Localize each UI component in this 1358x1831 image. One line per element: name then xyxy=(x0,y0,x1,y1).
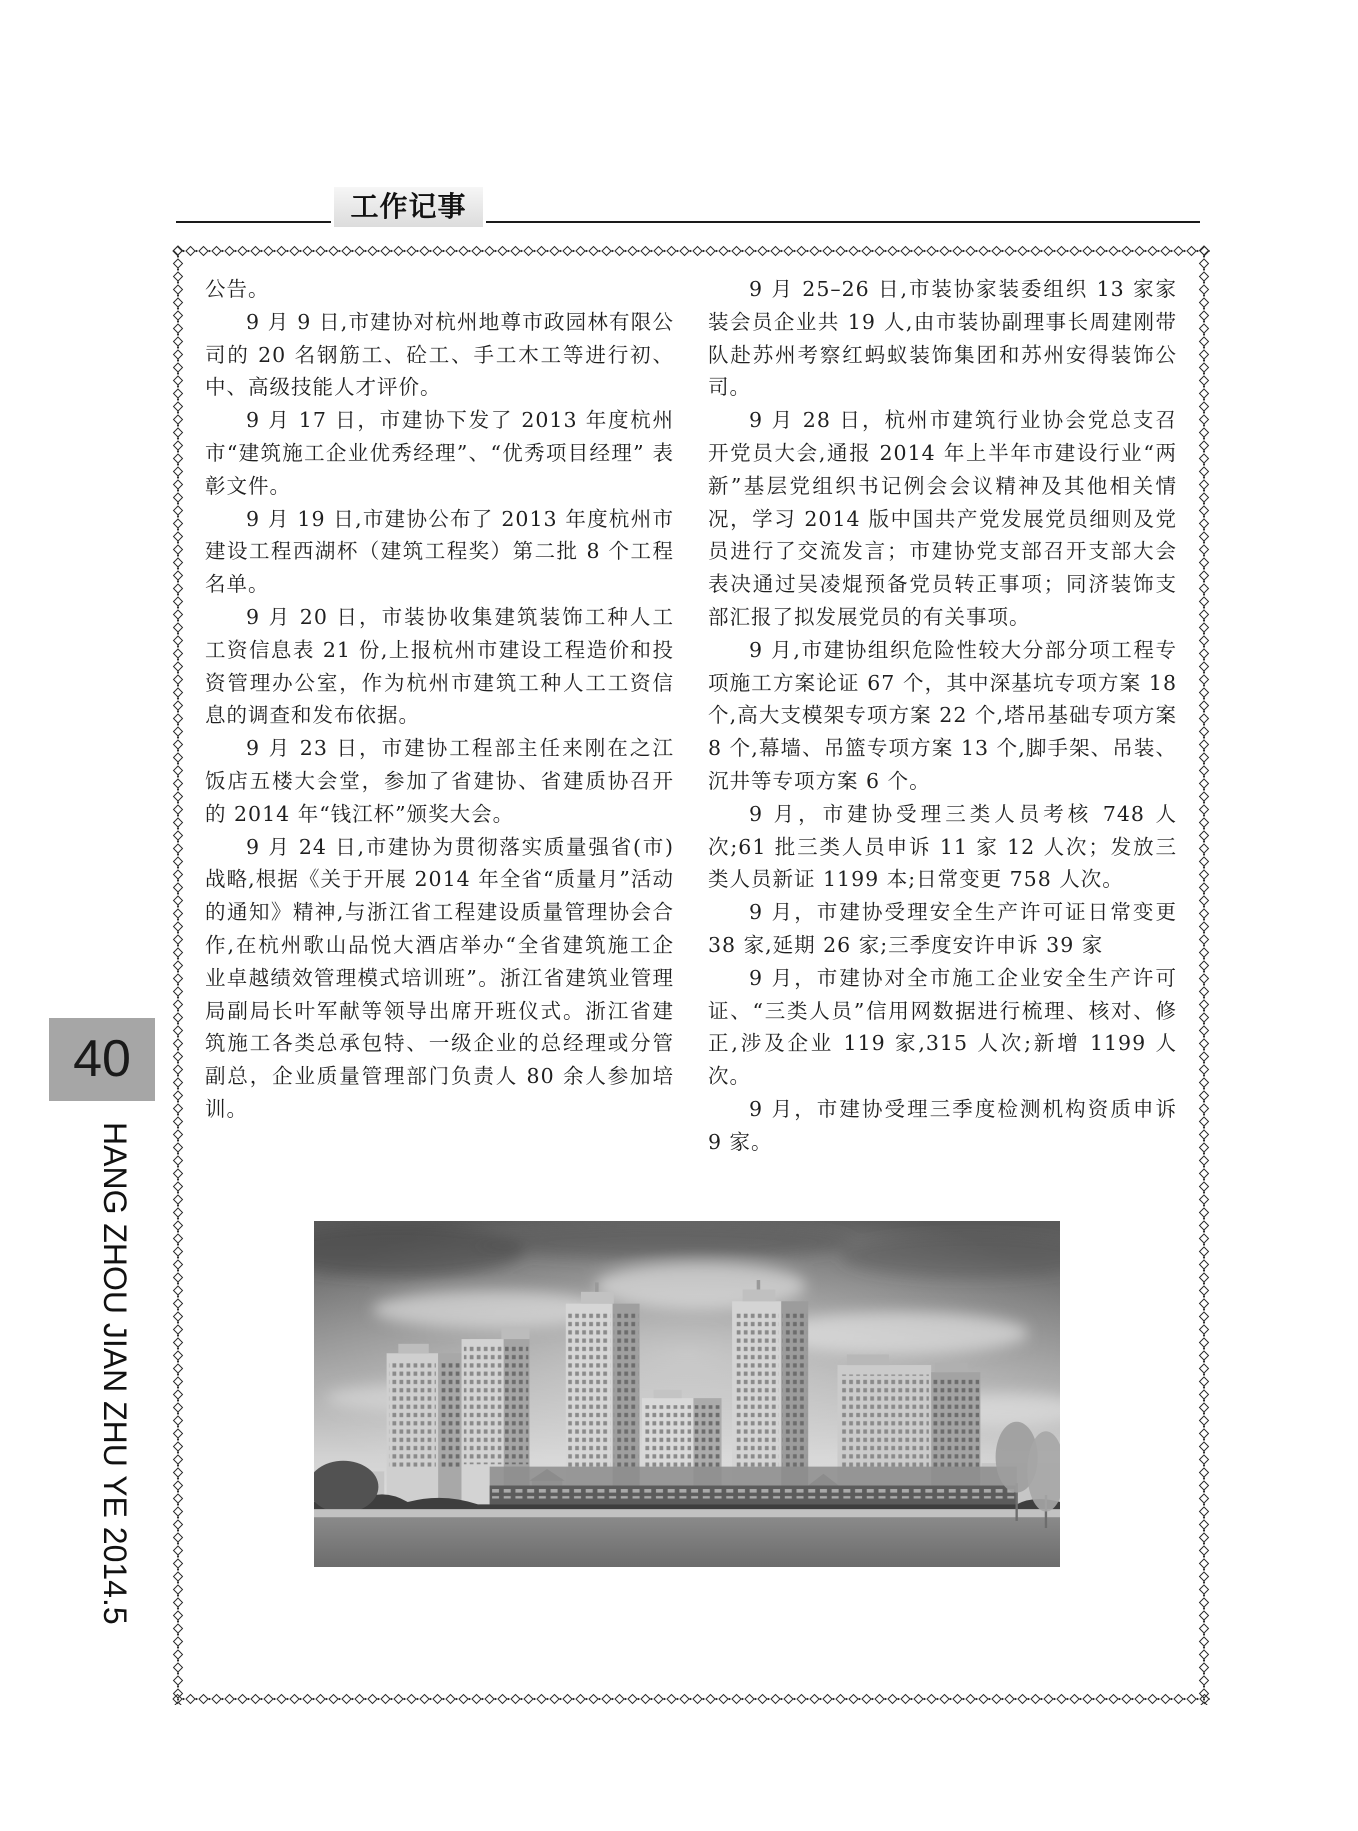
paragraph: 9 月 19 日,市建协公布了 2013 年度杭州市建设工程西湖杯（建筑工程奖）第二批 8 个工程名单。 xyxy=(205,506,674,597)
border-top-chain xyxy=(172,245,1210,257)
paragraph: 9 月，市建协对全市施工企业安全生产许可证、“三类人员”信用网数据进行梳理、核对、修正,涉及企业 119 家,315 人次;新增 1199 人次。 xyxy=(708,965,1177,1089)
border-right-chain xyxy=(1198,245,1210,1705)
building-windows xyxy=(505,1346,528,1464)
building-crown xyxy=(398,1344,428,1353)
paragraph: 9 月，市建协受理三季度检测机构资质申诉 9 家。 xyxy=(708,1096,1177,1154)
border-left xyxy=(172,245,184,1705)
building-windows xyxy=(644,1405,691,1466)
left-column xyxy=(205,273,674,1126)
road xyxy=(314,1509,1060,1517)
paragraph: 9 月 20 日，市装协收集建筑装饰工种人工工资信息表 21 份,上报杭州市建设工程造价和投资管理办公室，作为杭州市建筑工种人工工资信息的调查和发布依据。 xyxy=(205,604,674,728)
page-number: 40 xyxy=(73,1030,131,1088)
building-windows xyxy=(389,1360,436,1466)
building-windows xyxy=(614,1313,639,1467)
cloud xyxy=(771,1312,1029,1355)
border-top xyxy=(172,245,1210,257)
paragraph: 9 月 17 日，市建协下发了 2013 年度杭州市“建筑施工企业优秀经理”、“优秀项目经理” 表彰文件。 xyxy=(205,408,674,498)
building-crown xyxy=(743,1289,776,1301)
building-crown xyxy=(501,1327,529,1339)
building-windows xyxy=(782,1311,807,1467)
paragraph: 9 月 24 日,市建协为贯彻落实质量强省(市)战略,根据《关于开展 2014 年全省“质量月”活动的通知》精神,与浙江省工程建设质量管理协会合作,在杭州歌山品悦大酒店举办“全省建筑施工企业卓越绩效管理模式培训班”。浙江省建筑业管理局副局长叶军献等领导出席开班仪式。浙江省建筑施工各类总承包特、一级企业的总经理或分管副总，企业质量管理部门负责人 80 余人参加培训。 xyxy=(205,834,674,1121)
building-photo xyxy=(314,1221,1060,1567)
border-bottom xyxy=(172,1693,1210,1705)
building-windows xyxy=(439,1360,460,1466)
building-windows xyxy=(464,1346,501,1464)
building-crown xyxy=(581,1292,614,1304)
journal-issue-label: HANG ZHOU JIAN ZHU YE 2014.5 xyxy=(97,1122,133,1625)
building-windows xyxy=(932,1379,979,1469)
building-windows xyxy=(734,1311,779,1467)
lawn xyxy=(314,1517,1060,1567)
building-mast xyxy=(757,1280,761,1289)
residential-block-a xyxy=(387,1344,462,1505)
building-crown xyxy=(847,1354,889,1365)
header-rule-left xyxy=(176,221,331,223)
section-title: 工作记事 xyxy=(350,190,467,223)
border-bottom-chain xyxy=(172,1693,1210,1705)
section-header xyxy=(334,187,483,227)
paragraph: 9 月，市建协受理安全生产许可证日常变更 38 家,延期 26 家;三季度安许申诉 39 家 xyxy=(708,900,1177,957)
header-rule-right xyxy=(486,221,1200,223)
paragraph: 9 月 9 日,市建协对杭州地尊市政园林有限公司的 20 名钢筋工、砼工、手工木工等进行初、中、高级技能人才评价。 xyxy=(205,309,674,400)
building-windows xyxy=(695,1405,721,1466)
building-mast xyxy=(595,1282,599,1291)
podium xyxy=(490,1467,1017,1507)
building-crown xyxy=(935,1363,968,1372)
paragraph: 9 月 23 日，市建协工程部主任来刚在之江饭店五楼大会堂，参加了省建协、省建质协召开的 2014 年“钱江杯”颁奖大会。 xyxy=(205,736,674,826)
cloud xyxy=(478,1226,853,1259)
building-crown xyxy=(654,1390,682,1398)
building-windows xyxy=(568,1313,610,1467)
page-number-tab xyxy=(49,1018,155,1101)
paragraph: 公告。 xyxy=(205,277,270,301)
storefront-windows xyxy=(492,1489,1014,1498)
border-left-chain xyxy=(172,245,184,1705)
paragraph: 9 月 25–26 日,市装协家装委组织 13 家家装会员企业共 19 人,由市装协副理事长周建刚带队赴苏州考察红蚂蚁装饰集团和苏州安得装饰公司。 xyxy=(708,277,1177,400)
border-right xyxy=(1198,245,1210,1705)
paragraph: 9 月,市建协组织危险性较大分部分项工程专项施工方案论证 67 个，其中深基坑专项方案 18 个,高大支模架专项方案 22 个,塔吊基础专项方案 8 个,幕墙、吊篮专项方案 13 个,脚手架、吊装、沉井等专项方案 6 个。 xyxy=(708,637,1177,793)
building-windows xyxy=(840,1375,929,1469)
paragraph: 9 月 28 日，杭州市建筑行业协会党总支召开党员大会,通报 2014 年上半年市建设行业“两新”基层党组织书记例会会议精神及其他相关情况，学习 2014 版中国共产党发展党员细则及党员进行了交流发言；市建协党支部召开支部大会表决通过吴凌焜预备党员转正事项；同济装饰支部汇报了拟发展党员的有关事项。 xyxy=(708,408,1177,629)
paragraph: 9 月，市建协受理三类人员考核 748 人次;61 批三类人员申诉 11 家 12 人次；发放三类人员新证 1199 本;日常变更 758 人次。 xyxy=(708,801,1177,892)
right-column xyxy=(708,273,1177,1159)
